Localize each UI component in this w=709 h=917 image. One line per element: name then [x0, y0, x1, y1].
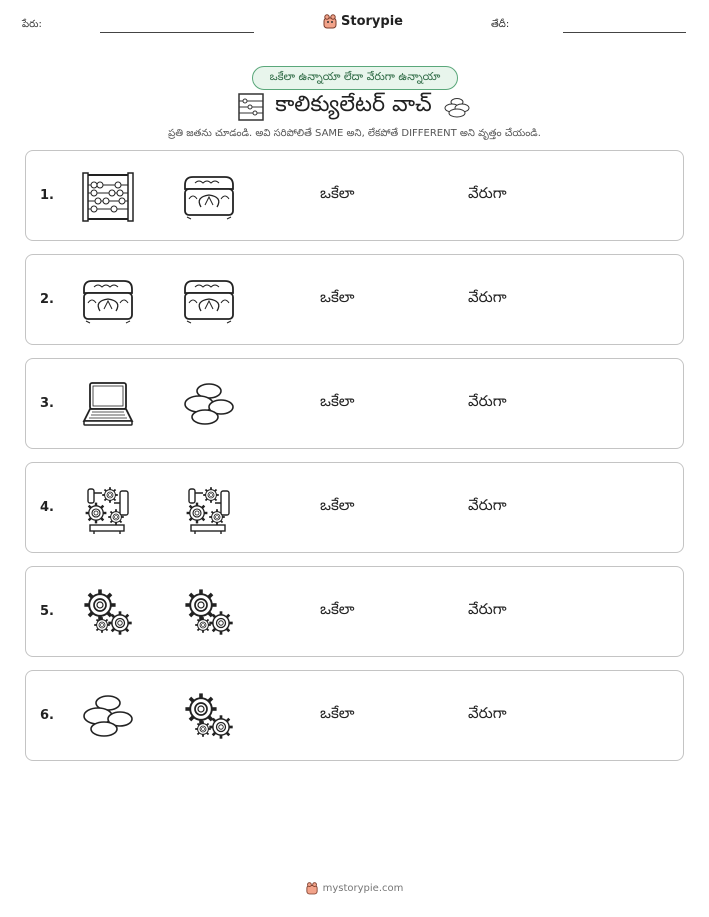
option-same[interactable]: ఒకేలా	[320, 392, 355, 410]
jewelry-box-icon	[181, 275, 237, 327]
option-same[interactable]: ఒకేలా	[320, 600, 355, 618]
option-same[interactable]: ఒకేలా	[320, 184, 355, 202]
question-row	[25, 566, 684, 657]
question-row	[25, 150, 684, 241]
footer-url[interactable]: mystorypie.com	[322, 882, 404, 894]
date-line[interactable]	[563, 32, 686, 33]
question-row	[25, 254, 684, 345]
title-row	[0, 92, 709, 122]
option-different[interactable]: వేరుగా	[468, 704, 507, 722]
question-row	[25, 358, 684, 449]
name-line[interactable]	[100, 32, 254, 33]
footer	[0, 881, 709, 895]
storypie-mascot-icon	[306, 881, 318, 895]
jewelry-box-icon	[181, 171, 237, 223]
gears-icon	[181, 587, 237, 639]
stones-icon	[80, 691, 136, 743]
gears-icon	[80, 587, 136, 639]
option-same[interactable]: ఒకేలా	[320, 496, 355, 514]
machine-icon	[181, 483, 237, 535]
option-different[interactable]: వేరుగా	[468, 496, 507, 514]
question-number: 5.	[40, 604, 54, 619]
stones-icon	[442, 96, 472, 118]
option-same[interactable]: ఒకేలా	[320, 288, 355, 306]
stones-icon	[181, 379, 237, 431]
brand-logo	[323, 13, 403, 29]
option-different[interactable]: వేరుగా	[468, 184, 507, 202]
laptop-icon	[80, 379, 136, 431]
abacus-icon	[80, 171, 136, 223]
worksheet-type-badge: ఒకేలా ఉన్నాయా లేదా వేరుగా ఉన్నాయా	[252, 66, 458, 90]
storypie-mascot-icon	[323, 13, 337, 29]
question-number: 3.	[40, 396, 54, 411]
option-different[interactable]: వేరుగా	[468, 288, 507, 306]
abacus-icon	[237, 92, 265, 122]
question-number: 1.	[40, 188, 54, 203]
question-row	[25, 670, 684, 761]
gears-icon	[181, 691, 237, 743]
question-number: 2.	[40, 292, 54, 307]
machine-icon	[80, 483, 136, 535]
brand-name: Storypie	[341, 13, 403, 29]
option-different[interactable]: వేరుగా	[468, 600, 507, 618]
name-label: పేరు:	[22, 19, 42, 30]
question-number: 6.	[40, 708, 54, 723]
date-label: తేదీ:	[491, 19, 510, 30]
instructions: ప్రతి జతను చూడండి. అవి సరిపోలితే SAME అని, లేకపోతే DIFFERENT అని వృత్తం చేయండి.	[168, 128, 541, 139]
option-same[interactable]: ఒకేలా	[320, 704, 355, 722]
question-number: 4.	[40, 500, 54, 515]
page-title: కాలిక్యులేటర్ వాచ్	[275, 92, 432, 117]
jewelry-box-icon	[80, 275, 136, 327]
option-different[interactable]: వేరుగా	[468, 392, 507, 410]
question-row	[25, 462, 684, 553]
